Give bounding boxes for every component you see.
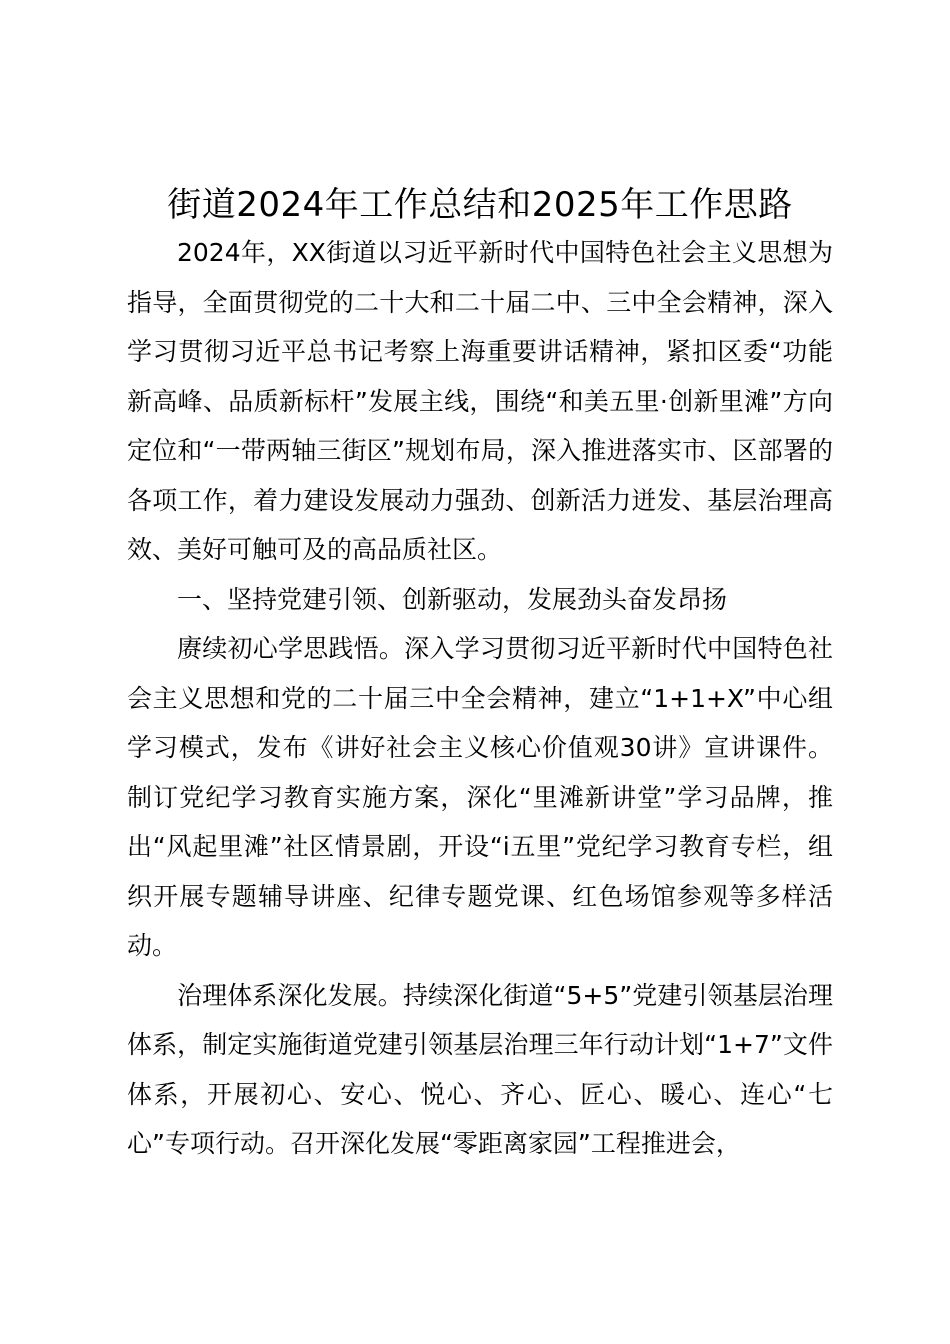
document-title: 街道2024年工作总结和2025年工作思路 [167,185,793,225]
section1-paragraph-1: 赓续初心学思践悟。深入学习贯彻习近平新时代中国特色社会主义思想和党的二十届三中全会精神，建立“1+1+X”中心组学习模式，发布《讲好社会主义核心价值观30讲》宣讲课件。制订党纪学习教育实施方案，深化“里滩新讲堂”学习品牌，推出“风起里滩”社区情景剧，开设“i五里”党纪学习教育专栏，组织开展专题辅导讲座、纪律专题党课、红色场馆参观等多样活动。 [127,634,833,960]
intro-paragraph: 2024年，XX街道以习近平新时代中国特色社会主义思想为指导，全面贯彻党的二十大和二十届二中、三中全会精神，深入学习贯彻习近平总书记考察上海重要讲话精神，紧扣区委“功能新高峰、品质新标杆”发展主线，围绕“和美五里·创新里滩”方向定位和“一带两轴三街区”规划布局，深入推进落实市、区部署的各项工作，着力建设发展动力强劲、创新活力迸发、基层治理高效、美好可触可及的高品质社区。 [127,238,833,564]
document-page [127,182,833,1169]
section1-paragraph-2: 治理体系深化发展。持续深化街道“5+5”党建引领基层治理体系，制定实施街道党建引领基层治理三年行动计划“1+7”文件体系，开展初心、安心、悦心、齐心、匠心、暖心、连心“七心”专项行动。召开深化发展“零距离家园”工程推进会， [127,980,833,1158]
section-heading-1: 一、坚持党建引领、创新驱动，发展劲头奋发昂扬 [177,584,728,614]
